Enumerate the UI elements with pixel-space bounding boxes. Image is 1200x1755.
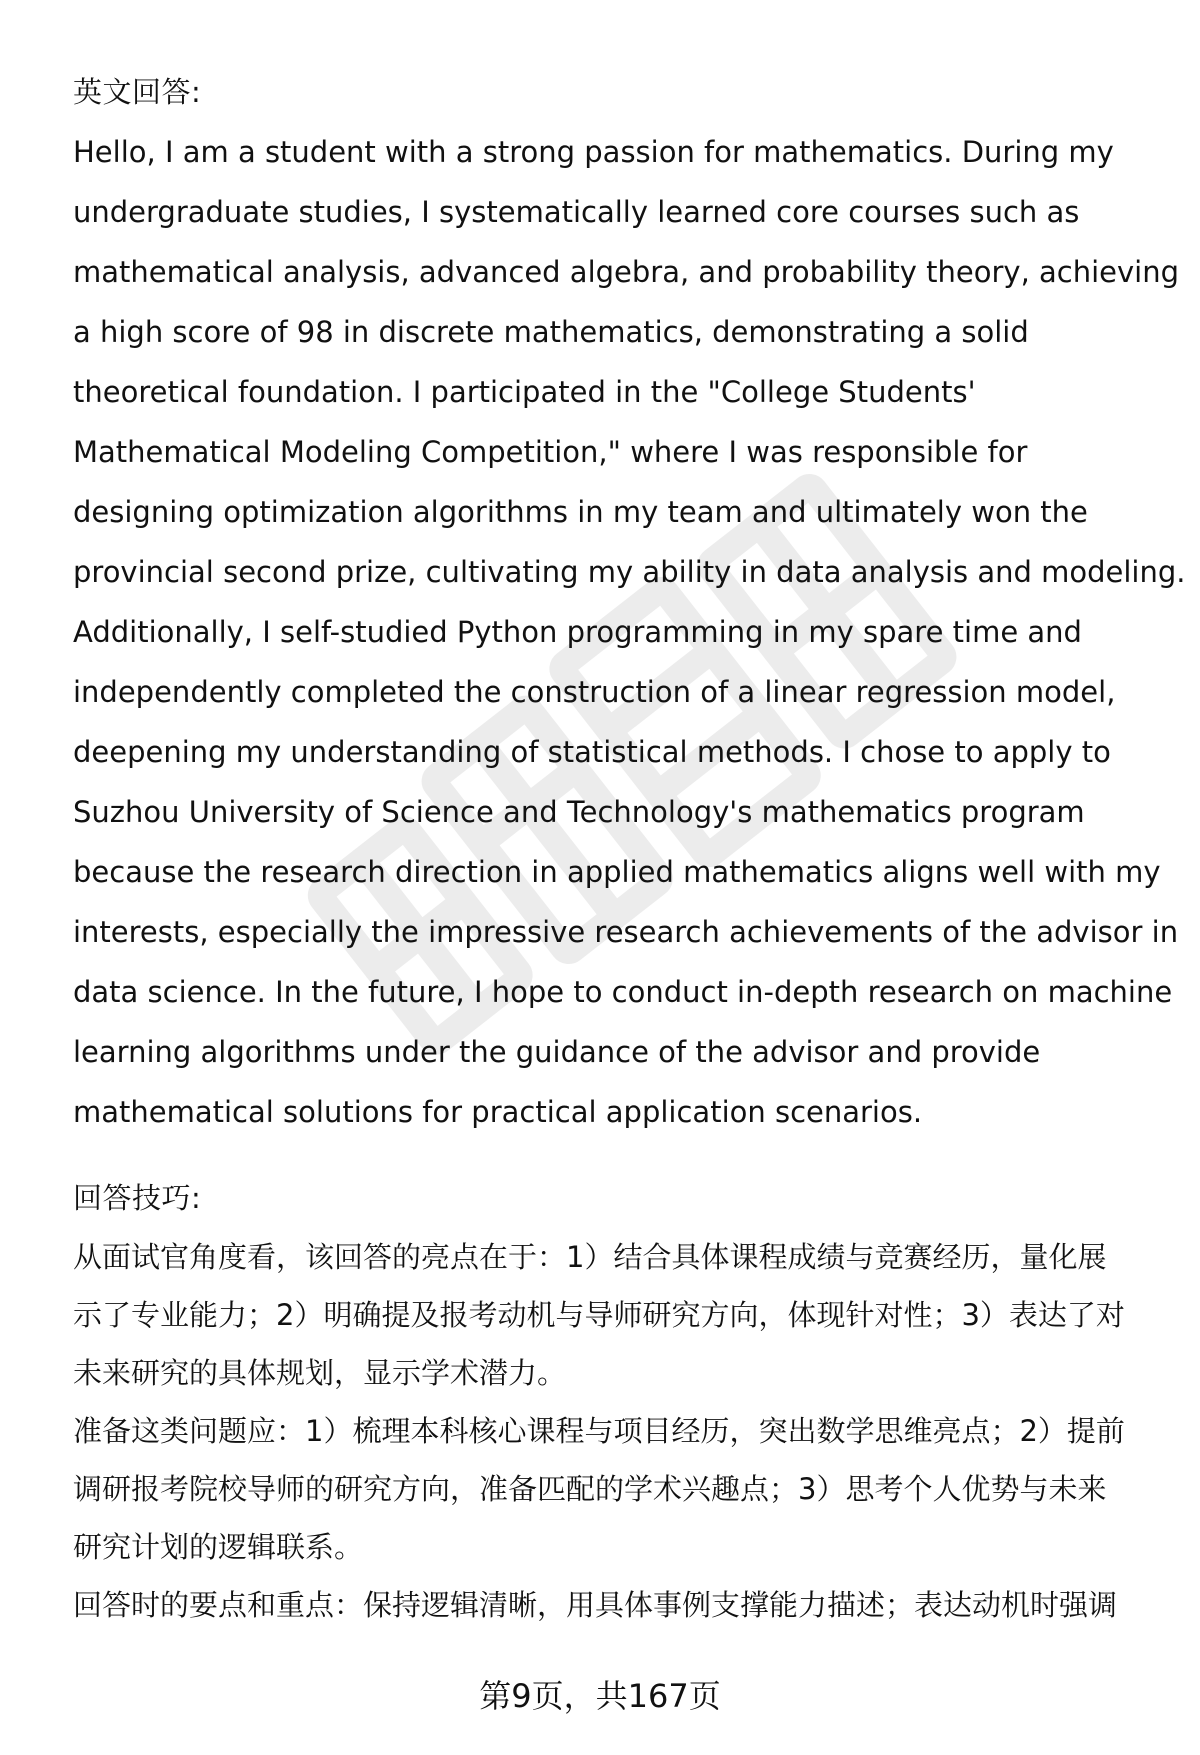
english-answer-line: interests, especially the impressive research achievements of the advisor in: [73, 915, 1179, 949]
english-answer-line: Additionally, I self-studied Python programming in my spare time and: [73, 615, 1082, 649]
english-answer-line: learning algorithms under the guidance of the advisor and provide: [73, 1035, 1041, 1069]
english-answer-line: independently completed the construction of a linear regression model,: [73, 675, 1116, 709]
english-answer-line: provincial second prize, cultivating my ability in data analysis and modeling.: [73, 555, 1186, 589]
tips-paragraph-interviewer-view: [73, 1228, 1153, 1402]
tips-line: 准备这类问题应：1）梳理本科核心课程与项目经历，突出数学思维亮点；2）提前: [73, 1414, 1125, 1448]
english-answer-line: designing optimization algorithms in my team and ultimately won the: [73, 495, 1088, 529]
tips-line: 从面试官角度看，该回答的亮点在于：1）结合具体课程成绩与竞赛经历，量化展: [73, 1240, 1107, 1274]
tips-line: 调研报考院校导师的研究方向，准备匹配的学术兴趣点；3）思考个人优势与未来: [73, 1472, 1107, 1506]
english-answer-body: [73, 122, 1186, 1142]
tips-line: 未来研究的具体规划，显示学术潜力。: [73, 1356, 567, 1390]
english-answer-line: Suzhou University of Science and Technology's mathematics program: [73, 795, 1085, 829]
english-answer-line: a high score of 98 in discrete mathematics, demonstrating a solid: [73, 315, 1029, 349]
english-answer-line: undergraduate studies, I systematically learned core courses such as: [73, 195, 1080, 229]
english-answer-line: Hello, I am a student with a strong passion for mathematics. During my: [73, 135, 1114, 169]
english-answer-line: deepening my understanding of statistical methods. I chose to apply to: [73, 735, 1111, 769]
section-spacer: [73, 1142, 1153, 1168]
tips-line: 研究计划的逻辑联系。: [73, 1530, 364, 1564]
main-content: [73, 62, 1186, 1634]
tips-line: 示了专业能力；2）明确提及报考动机与导师研究方向，体现针对性；3）表达了对: [73, 1298, 1125, 1332]
english-answer-line: mathematical solutions for practical application scenarios.: [73, 1095, 923, 1129]
english-answer-line: because the research direction in applied mathematics aligns well with my: [73, 855, 1161, 889]
tips-paragraph-preparation: [73, 1402, 1153, 1576]
english-answer-heading: 英文回答:: [73, 75, 202, 109]
english-answer-line: data science. In the future, I hope to conduct in-depth research on machine: [73, 975, 1173, 1009]
tips-paragraph-key-points: [73, 1576, 1153, 1634]
page-number-footer: 第9页，共167页: [479, 1677, 721, 1715]
tips-line: 回答时的要点和重点：保持逻辑清晰，用具体事例支撑能力描述；表达动机时强调: [73, 1588, 1118, 1622]
tips-heading: 回答技巧:: [73, 1181, 202, 1215]
english-answer-line: Mathematical Modeling Competition," where I was responsible for: [73, 435, 1028, 469]
english-answer-line: mathematical analysis, advanced algebra, and probability theory, achieving: [73, 255, 1180, 289]
english-answer-line: theoretical foundation. I participated in the "College Students': [73, 375, 976, 409]
